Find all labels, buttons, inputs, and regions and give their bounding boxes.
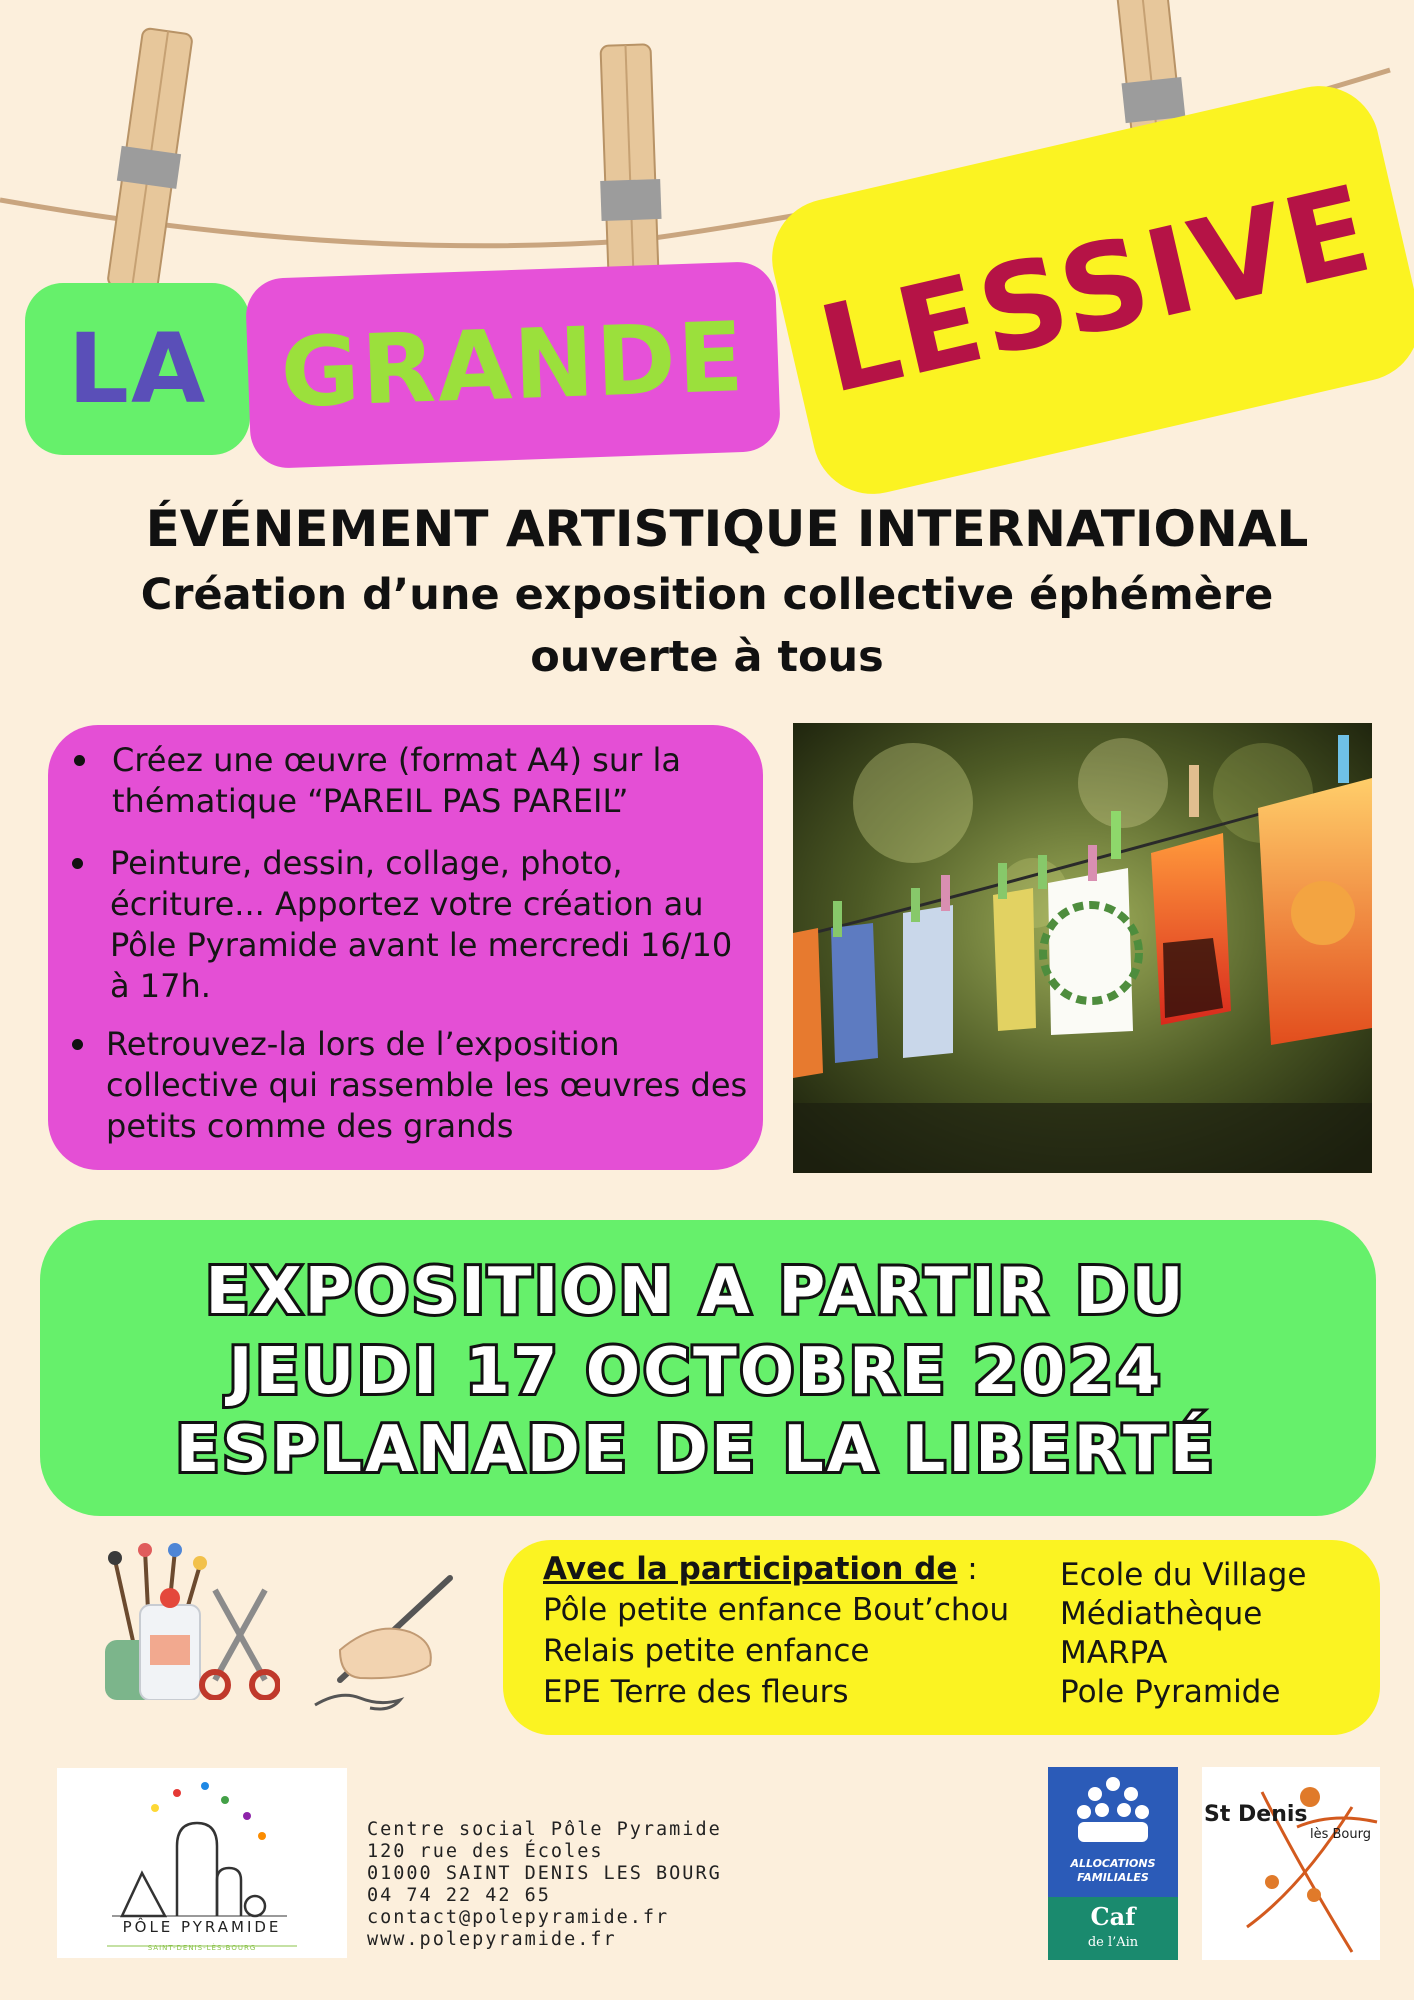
caf-logo [1048, 1767, 1178, 1960]
caf-department: de l’Ain [1087, 1935, 1139, 1950]
title-la: LA [67, 313, 208, 425]
art-supplies-icon [70, 1540, 280, 1700]
bullet-3-line2: collective qui rassemble les œuvres des [106, 1066, 748, 1104]
address-line3: 01000 SAINT DENIS LES BOURG [367, 1863, 722, 1884]
caf-allocations: ALLOCATIONS [1070, 1857, 1156, 1870]
participation-colon: : [957, 1551, 978, 1587]
writing-hand-icon [300, 1570, 460, 1720]
participation-heading-line [543, 1549, 978, 1590]
address-line2: 120 rue des Écoles [367, 1841, 604, 1862]
participant-right-1: Ecole du Village [1060, 1557, 1307, 1593]
participant-left-1: Pôle petite enfance Bout’chou [543, 1592, 1010, 1628]
address-email: contact@polepyramide.fr [367, 1907, 670, 1928]
expo-line1: EXPOSITION A PARTIR DU [205, 1255, 1187, 1329]
bullet-2-line2: écriture... Apportez votre création au [110, 885, 704, 923]
bullet-2 [110, 843, 755, 1007]
st-denis-logo [1202, 1767, 1380, 1960]
st-denis-sub: lès Bourg [1310, 1827, 1371, 1842]
headline-line3: ouverte à tous [530, 632, 884, 682]
bullet-2-line3: Pôle Pyramide avant le mercredi 16/10 [110, 926, 733, 964]
participation-heading: Avec la participation de [543, 1551, 958, 1587]
clothespin-left [100, 20, 200, 300]
title-grande: GRANDE [278, 300, 748, 430]
bullet-1-line2: thématique “PAREIL PAS PAREIL” [112, 782, 629, 820]
title-grande-box [245, 261, 781, 469]
pole-pyramide-logo [57, 1768, 347, 1958]
bullet-3-line3: petits comme des grands [106, 1107, 514, 1145]
pole-pyramide-sub: SAINT-DENIS-LÈS-BOURG [147, 1944, 257, 1952]
bullet-3-line1: Retrouvez-la lors de l’exposition [106, 1025, 620, 1063]
bullet-1-line1: Créez une œuvre (format A4) sur la [112, 741, 681, 779]
participant-right-3: MARPA [1060, 1635, 1168, 1671]
participant-left-3: EPE Terre des fleurs [543, 1674, 849, 1710]
bullet-dot [74, 755, 85, 766]
pole-pyramide-name: PÔLE PYRAMIDE [122, 1918, 282, 1936]
bullet-2-line1: Peinture, dessin, collage, photo, [110, 844, 623, 882]
headline-line1: ÉVÉNEMENT ARTISTIQUE INTERNATIONAL [145, 500, 1309, 558]
title-lessive: LESSIVE [807, 159, 1385, 421]
title-la-box [25, 283, 250, 455]
participant-left-2: Relais petite enfance [543, 1633, 870, 1669]
artwork-clothesline-photo [793, 723, 1372, 1173]
address-phone: 04 74 22 42 65 [367, 1885, 551, 1906]
bullet-dot [72, 1039, 83, 1050]
participant-right-4: Pole Pyramide [1060, 1674, 1281, 1710]
expo-line3: ESPLANADE DE LA LIBERTÉ [175, 1413, 1217, 1487]
expo-line2: JEUDI 17 OCTOBRE 2024 [228, 1335, 1164, 1409]
address-website: www.polepyramide.fr [367, 1929, 617, 1950]
address-line1: Centre social Pôle Pyramide [367, 1819, 722, 1840]
caf-familiales: FAMILIALES [1077, 1871, 1149, 1884]
st-denis-name: St Denis [1204, 1802, 1308, 1827]
bullet-3 [106, 1024, 761, 1147]
headline-line2: Création d’une exposition collective éphémère [140, 570, 1274, 620]
bullet-2-line4: à 17h. [110, 967, 211, 1005]
bullet-1 [112, 740, 752, 822]
caf-name: Caf [1090, 1902, 1136, 1931]
bullet-dot [72, 858, 83, 869]
participant-right-2: Médiathèque [1060, 1596, 1263, 1632]
